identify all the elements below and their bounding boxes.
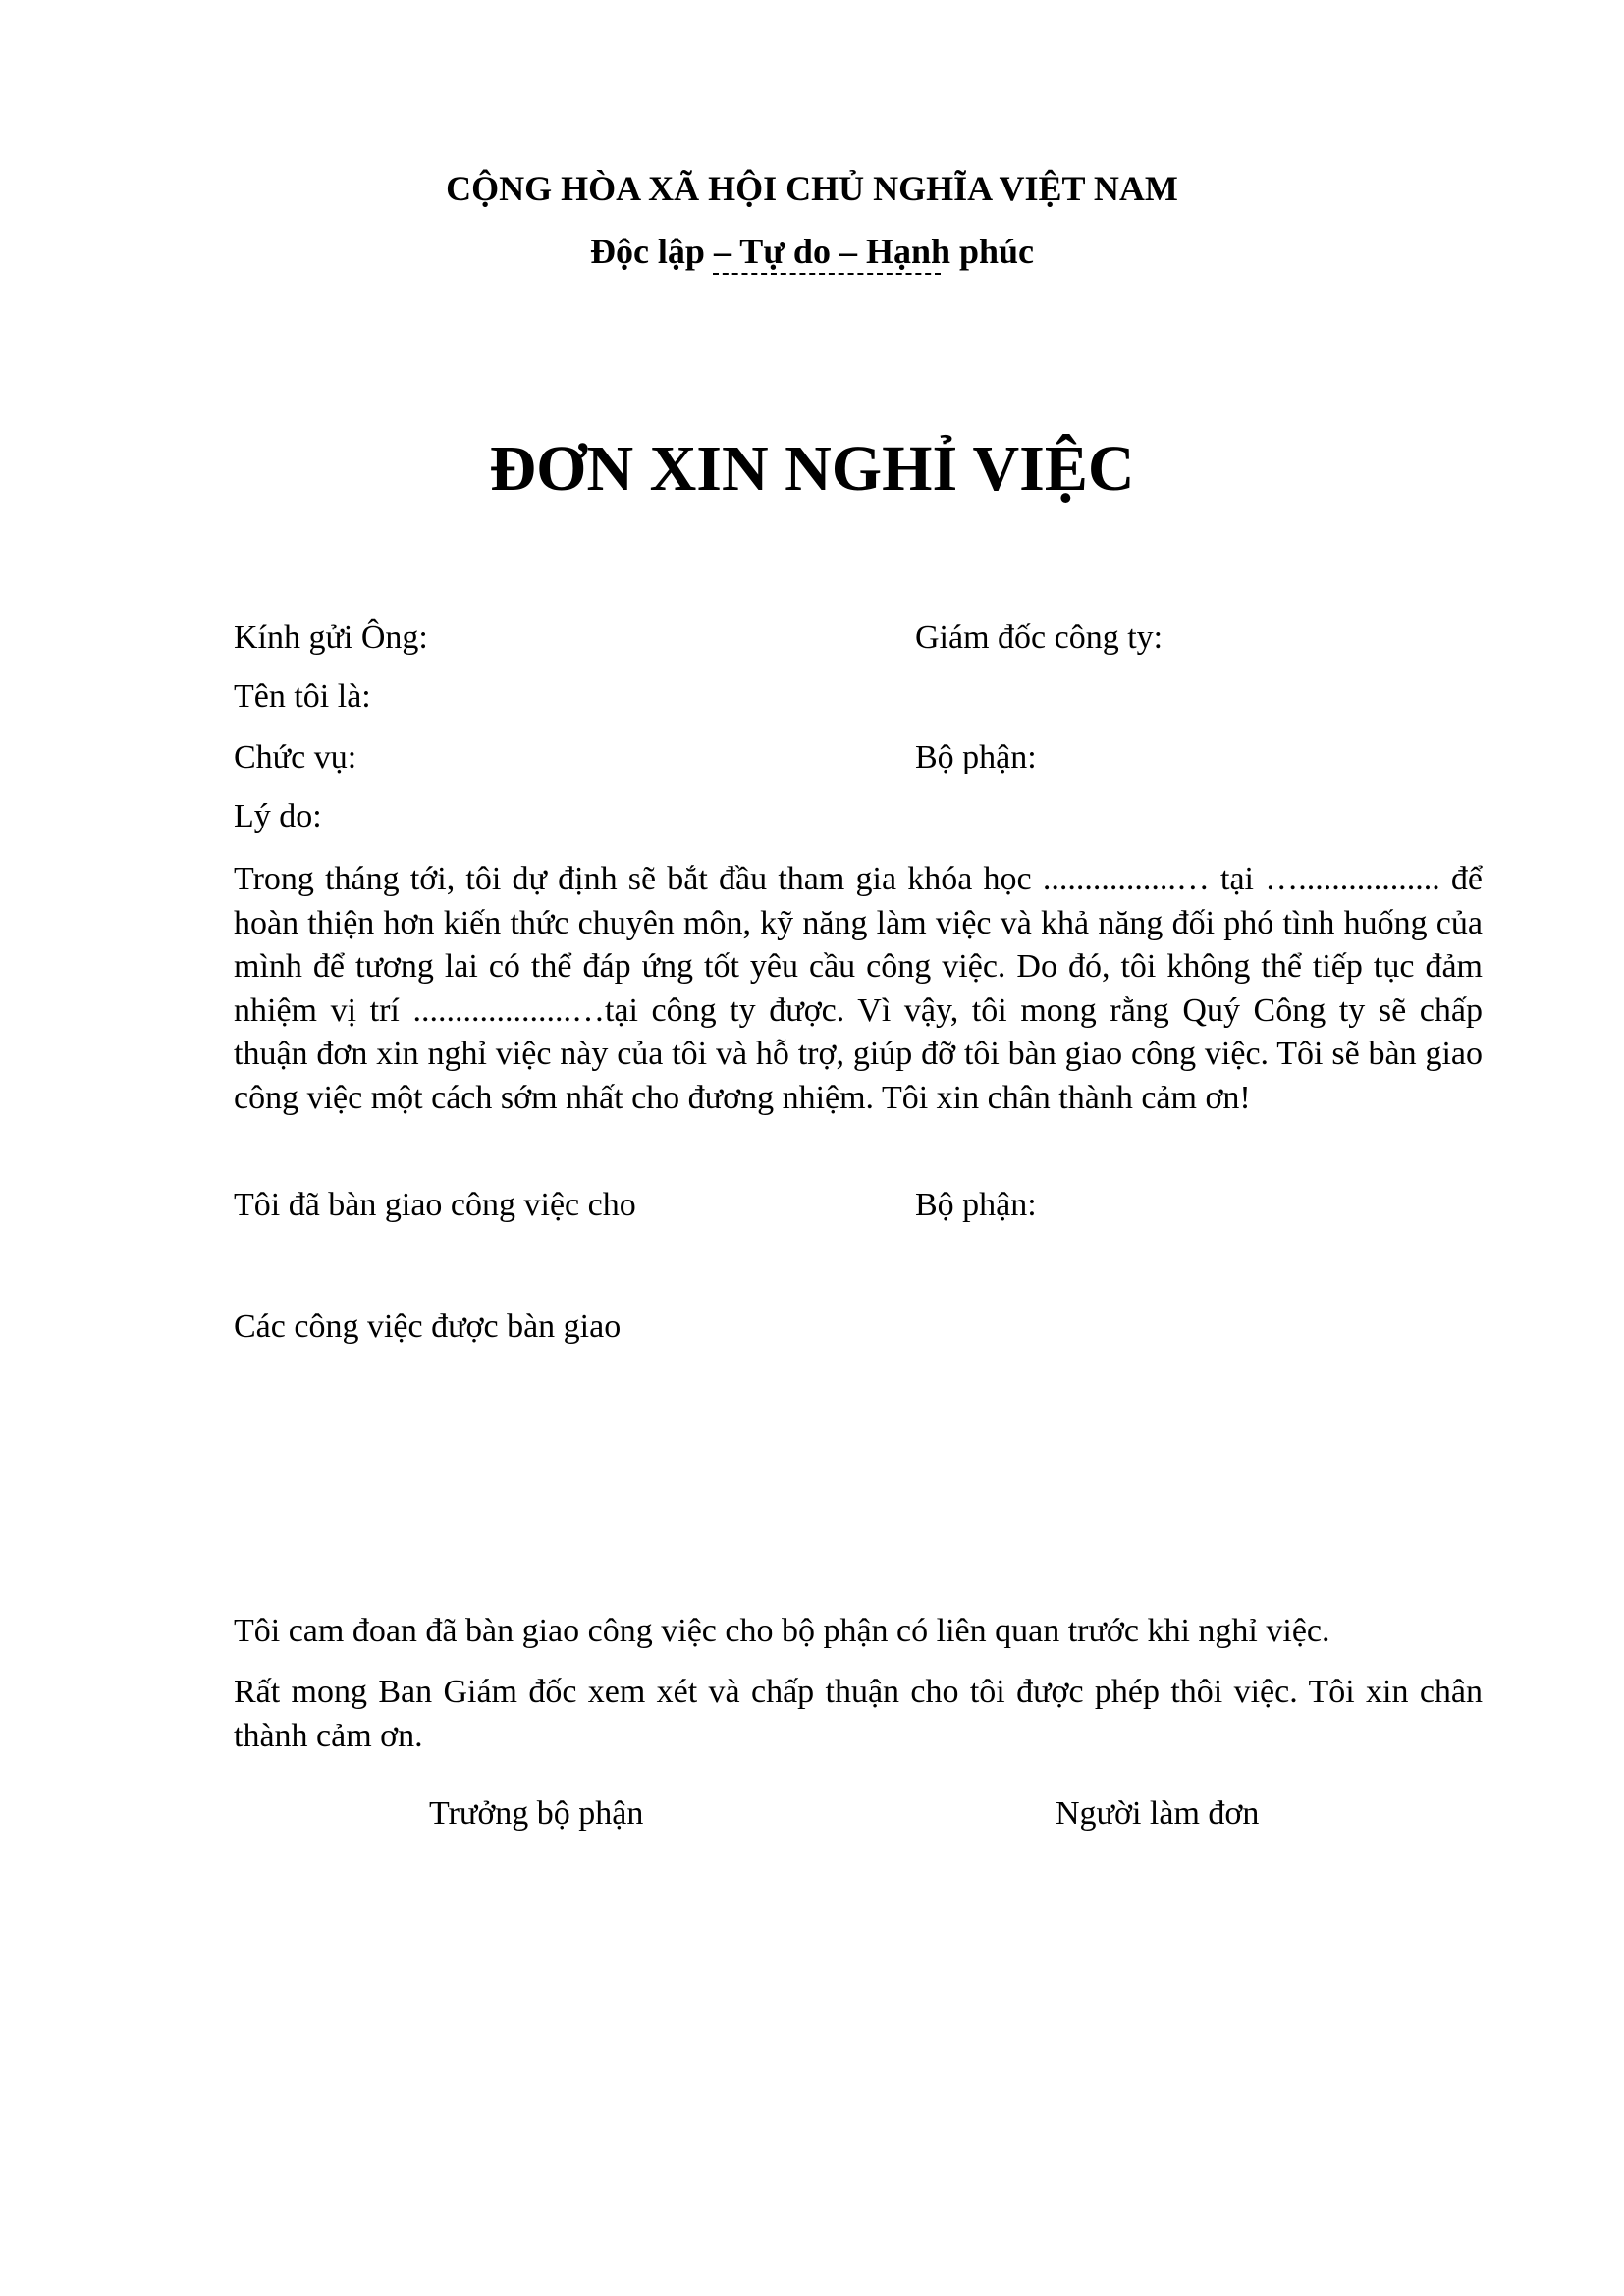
handover-recipient-label: Tôi đã bàn giao công việc cho — [234, 1187, 636, 1223]
reason-label: Lý do: — [234, 798, 322, 834]
department-head-signature-label: Trưởng bộ phận — [429, 1795, 644, 1832]
motto-divider — [713, 273, 941, 275]
national-motto: Độc lập – Tự do – Hạnh phúc — [589, 232, 1035, 271]
position-label: Chức vụ: — [234, 739, 357, 775]
department-label: Bộ phận: — [915, 739, 1037, 775]
closing-paragraph: Rất mong Ban Giám đốc xem xét và chấp thuận cho tôi được phép thôi việc. Tôi xin chân thành cảm ơn. — [234, 1674, 1483, 1754]
reason-paragraph: Trong tháng tới, tôi dự định sẽ bắt đầu tham gia khóa học ................… tại …................. để hoàn thiện hơn kiến thức chuyên môn, kỹ năng làm việc và khả năng đối phó tình huống của mình để tương lai có thể đáp ứng tốt yêu cầu công việc. Do đó, tôi không thể tiếp tục đảm nhiệm vị trí ...................…tại công ty được. Vì vậy, tôi mong rằng Quý Công ty sẽ chấp thuận đơn xin nghỉ việc này của tôi và hỗ trợ, giúp đỡ tôi bàn giao công việc. Tôi sẽ bàn giao công việc một cách sớm nhất cho đương nhiệm. Tôi xin chân thành cảm ơn! — [234, 861, 1483, 1116]
commitment-statement: Tôi cam đoan đã bàn giao công việc cho bộ phận có liên quan trước khi nghỉ việc. — [234, 1613, 1330, 1649]
name-label: Tên tôi là: — [234, 678, 371, 715]
national-heading: CỘNG HÒA XÃ HỘI CHỦ NGHĨA VIỆT NAM — [446, 169, 1178, 208]
applicant-signature-label: Người làm đơn — [1056, 1795, 1260, 1832]
recipient-label: Kính gửi Ông: — [234, 619, 428, 656]
handover-tasks-label: Các công việc được bàn giao — [234, 1308, 622, 1345]
handover-department-label: Bộ phận: — [915, 1187, 1037, 1223]
document-title: ĐƠN XIN NGHỈ VIỆC — [489, 433, 1135, 505]
recipient-title-label: Giám đốc công ty: — [915, 619, 1164, 656]
